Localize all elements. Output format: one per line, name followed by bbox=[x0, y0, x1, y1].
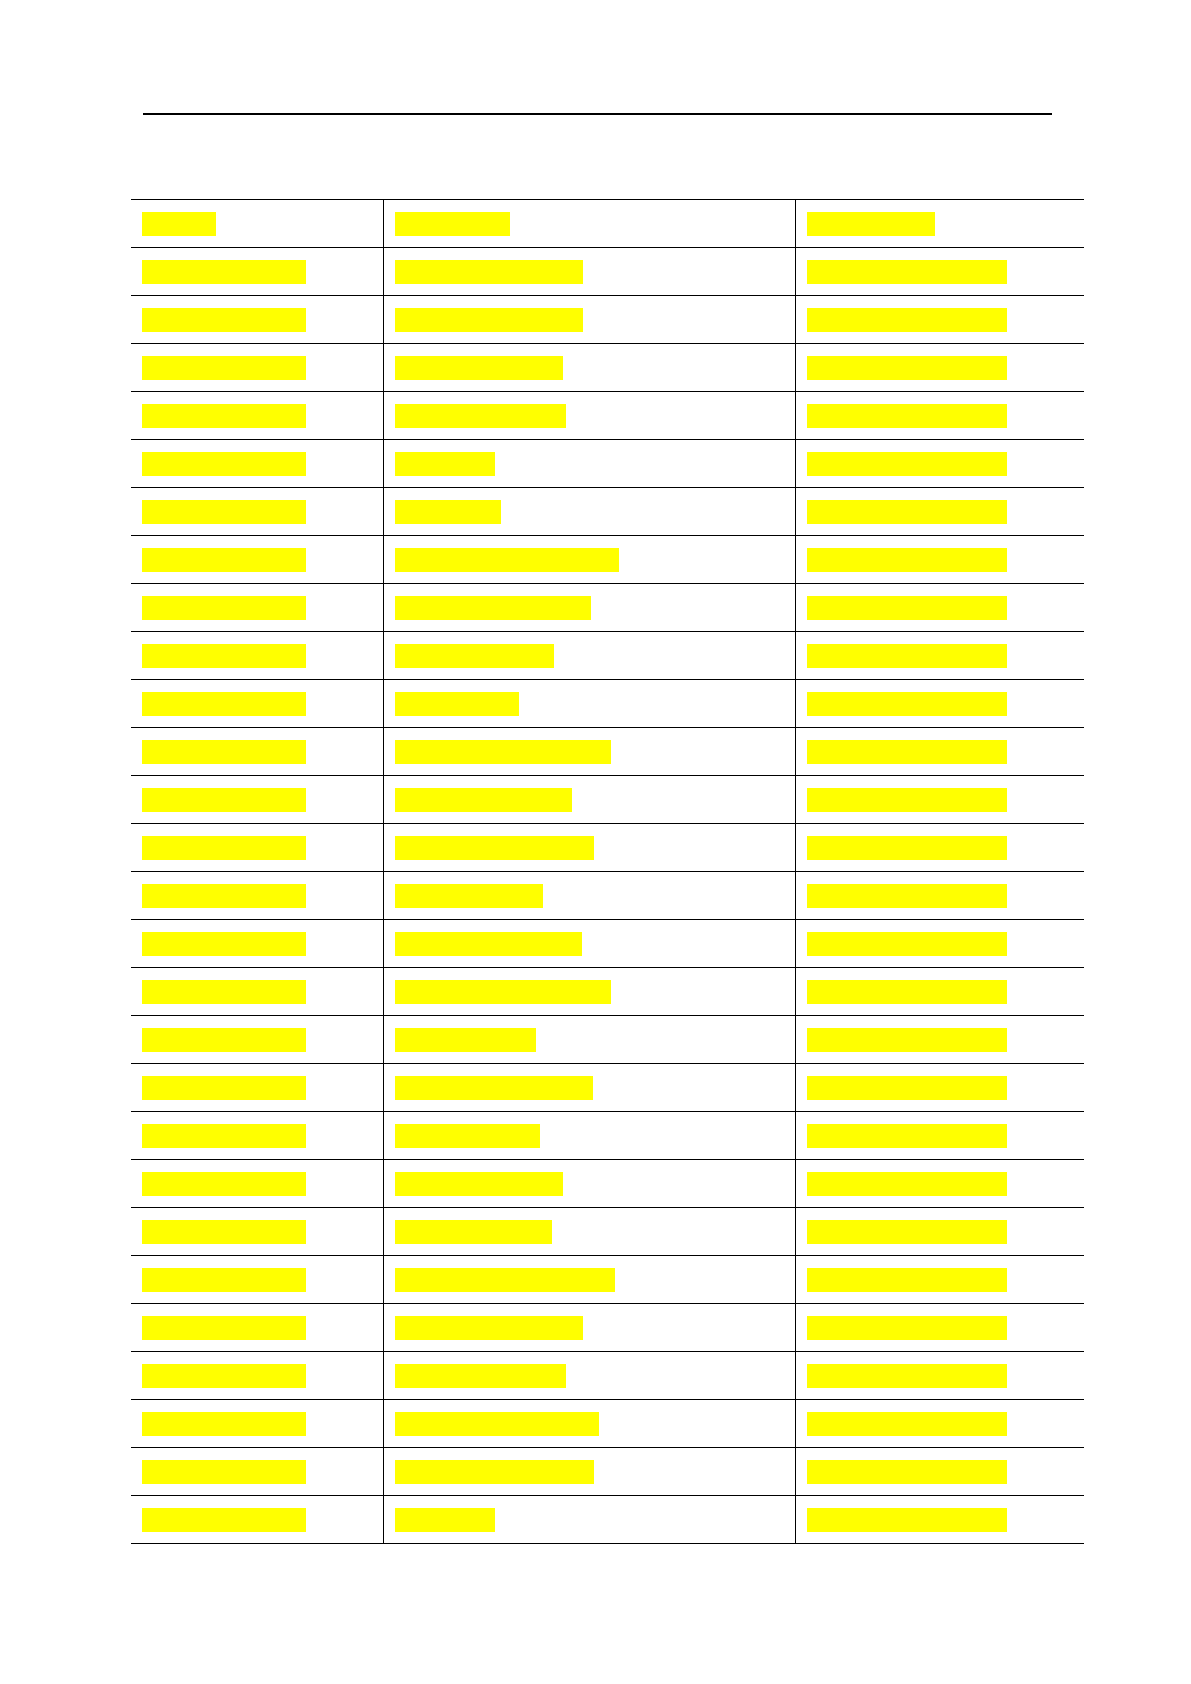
redaction-block bbox=[142, 500, 306, 524]
table-row bbox=[131, 728, 1084, 776]
table-row bbox=[131, 1304, 1084, 1352]
table-cell bbox=[383, 1256, 795, 1304]
table-cell bbox=[131, 1304, 383, 1352]
redaction-block bbox=[395, 1124, 540, 1148]
table-cell bbox=[383, 632, 795, 680]
table-cell bbox=[383, 392, 795, 440]
table-cell bbox=[795, 1304, 1084, 1352]
table-cell bbox=[795, 1448, 1084, 1496]
table-cell bbox=[795, 1208, 1084, 1256]
redaction-block bbox=[142, 548, 306, 572]
redaction-block bbox=[142, 356, 306, 380]
table-cell bbox=[795, 248, 1084, 296]
table-cell bbox=[795, 680, 1084, 728]
table-cell bbox=[383, 488, 795, 536]
table-cell bbox=[383, 344, 795, 392]
table-cell bbox=[795, 1256, 1084, 1304]
redaction-block bbox=[142, 1076, 306, 1100]
table-cell bbox=[131, 1112, 383, 1160]
table-cell bbox=[131, 920, 383, 968]
table-cell bbox=[795, 440, 1084, 488]
redaction-block bbox=[142, 452, 306, 476]
table-header-row bbox=[131, 200, 1084, 248]
table-row bbox=[131, 440, 1084, 488]
table-cell bbox=[383, 1400, 795, 1448]
table-cell bbox=[795, 728, 1084, 776]
redaction-block bbox=[395, 980, 611, 1004]
table-row bbox=[131, 296, 1084, 344]
redaction-block bbox=[142, 308, 306, 332]
table-row bbox=[131, 248, 1084, 296]
redaction-block bbox=[142, 740, 306, 764]
table-cell bbox=[383, 440, 795, 488]
redaction-block bbox=[395, 1412, 599, 1436]
table-row bbox=[131, 968, 1084, 1016]
redaction-block bbox=[807, 1460, 1007, 1484]
table-cell bbox=[383, 1064, 795, 1112]
table-cell bbox=[383, 1160, 795, 1208]
table-cell bbox=[131, 1256, 383, 1304]
table-row bbox=[131, 1448, 1084, 1496]
redaction-block bbox=[807, 1316, 1007, 1340]
redaction-block bbox=[142, 1412, 306, 1436]
table-cell bbox=[131, 1160, 383, 1208]
table-cell bbox=[383, 1448, 795, 1496]
table-cell bbox=[383, 536, 795, 584]
table-cell bbox=[795, 632, 1084, 680]
redaction-block bbox=[395, 260, 583, 284]
table-cell bbox=[795, 920, 1084, 968]
redaction-block bbox=[395, 1028, 536, 1052]
redaction-block bbox=[142, 980, 306, 1004]
redaction-block bbox=[807, 1268, 1007, 1292]
redaction-block bbox=[807, 404, 1007, 428]
redaction-block bbox=[142, 692, 306, 716]
redaction-block bbox=[142, 836, 306, 860]
redaction-block bbox=[142, 788, 306, 812]
table-cell bbox=[383, 1352, 795, 1400]
redaction-block bbox=[807, 212, 935, 236]
redaction-block bbox=[395, 1268, 615, 1292]
table-cell bbox=[131, 344, 383, 392]
table-cell bbox=[795, 584, 1084, 632]
table-cell bbox=[383, 1208, 795, 1256]
redaction-block bbox=[142, 1268, 306, 1292]
redaction-block bbox=[807, 1220, 1007, 1244]
redaction-block bbox=[395, 932, 582, 956]
table-cell bbox=[131, 1016, 383, 1064]
table-cell bbox=[795, 1112, 1084, 1160]
redaction-block bbox=[807, 500, 1007, 524]
redaction-block bbox=[395, 644, 554, 668]
table-cell bbox=[131, 536, 383, 584]
table-cell bbox=[383, 824, 795, 872]
table-row bbox=[131, 920, 1084, 968]
redaction-block bbox=[142, 1508, 306, 1532]
redaction-block bbox=[807, 932, 1007, 956]
header-cell-1 bbox=[131, 200, 383, 248]
table-row bbox=[131, 1016, 1084, 1064]
redaction-block bbox=[395, 1460, 594, 1484]
table-cell bbox=[131, 248, 383, 296]
redaction-block bbox=[395, 788, 572, 812]
table-cell bbox=[795, 344, 1084, 392]
redaction-block bbox=[142, 644, 306, 668]
redacted-data-table bbox=[131, 199, 1084, 1544]
table-cell bbox=[131, 968, 383, 1016]
table-cell bbox=[795, 536, 1084, 584]
table-row bbox=[131, 488, 1084, 536]
redaction-block bbox=[395, 1364, 566, 1388]
redaction-block bbox=[142, 1316, 306, 1340]
redaction-block bbox=[395, 1508, 495, 1532]
table-cell bbox=[795, 824, 1084, 872]
top-horizontal-rule bbox=[143, 113, 1052, 115]
table-cell bbox=[383, 584, 795, 632]
redaction-block bbox=[142, 212, 216, 236]
table-cell bbox=[131, 1448, 383, 1496]
redaction-block bbox=[142, 1220, 306, 1244]
table-row bbox=[131, 1064, 1084, 1112]
table-cell bbox=[383, 680, 795, 728]
redaction-block bbox=[395, 308, 583, 332]
table-cell bbox=[131, 392, 383, 440]
redaction-block bbox=[807, 356, 1007, 380]
redaction-block bbox=[807, 452, 1007, 476]
table-cell bbox=[383, 872, 795, 920]
redaction-block bbox=[807, 548, 1007, 572]
redaction-block bbox=[395, 500, 501, 524]
redaction-block bbox=[142, 404, 306, 428]
table-row bbox=[131, 536, 1084, 584]
redaction-block bbox=[395, 836, 594, 860]
redaction-block bbox=[395, 548, 619, 572]
redaction-block bbox=[807, 884, 1007, 908]
redaction-block bbox=[807, 1412, 1007, 1436]
redaction-block bbox=[142, 884, 306, 908]
redaction-block bbox=[807, 596, 1007, 620]
redaction-block bbox=[142, 1460, 306, 1484]
table-cell bbox=[131, 824, 383, 872]
redaction-block bbox=[807, 1172, 1007, 1196]
table-cell bbox=[383, 1496, 795, 1544]
table-row bbox=[131, 344, 1084, 392]
table-cell bbox=[131, 680, 383, 728]
table-row bbox=[131, 1352, 1084, 1400]
redaction-block bbox=[395, 1172, 563, 1196]
redaction-block bbox=[807, 644, 1007, 668]
redaction-block bbox=[807, 836, 1007, 860]
redaction-block bbox=[807, 1076, 1007, 1100]
table-cell bbox=[131, 584, 383, 632]
table-cell bbox=[383, 776, 795, 824]
redaction-block bbox=[807, 740, 1007, 764]
redaction-block bbox=[807, 1124, 1007, 1148]
table-row bbox=[131, 680, 1084, 728]
redaction-block bbox=[395, 452, 495, 476]
redaction-block bbox=[807, 1364, 1007, 1388]
redaction-block bbox=[395, 1316, 583, 1340]
table-cell bbox=[795, 968, 1084, 1016]
redaction-block bbox=[807, 980, 1007, 1004]
redaction-block bbox=[395, 596, 591, 620]
table-row bbox=[131, 1160, 1084, 1208]
table-cell bbox=[383, 248, 795, 296]
table-row bbox=[131, 1496, 1084, 1544]
redaction-block bbox=[142, 932, 306, 956]
table-row bbox=[131, 632, 1084, 680]
redaction-block bbox=[395, 692, 519, 716]
redaction-block bbox=[142, 1124, 306, 1148]
table-cell bbox=[131, 296, 383, 344]
table-cell bbox=[383, 296, 795, 344]
table-cell bbox=[131, 440, 383, 488]
table-row bbox=[131, 872, 1084, 920]
table-row bbox=[131, 1112, 1084, 1160]
redaction-block bbox=[142, 596, 306, 620]
table-cell bbox=[795, 1400, 1084, 1448]
table-cell bbox=[131, 1352, 383, 1400]
table-cell bbox=[383, 728, 795, 776]
table-cell bbox=[383, 1112, 795, 1160]
table-cell bbox=[383, 1016, 795, 1064]
table-cell bbox=[795, 1352, 1084, 1400]
table-cell bbox=[131, 1496, 383, 1544]
redaction-block bbox=[395, 212, 510, 236]
redaction-block bbox=[807, 308, 1007, 332]
table-cell bbox=[131, 488, 383, 536]
table-cell bbox=[795, 296, 1084, 344]
table-row bbox=[131, 1256, 1084, 1304]
redaction-block bbox=[807, 260, 1007, 284]
table-cell bbox=[795, 1160, 1084, 1208]
table-cell bbox=[795, 872, 1084, 920]
table-row bbox=[131, 1400, 1084, 1448]
redaction-block bbox=[142, 1364, 306, 1388]
table-cell bbox=[795, 392, 1084, 440]
redaction-block bbox=[395, 884, 543, 908]
table-cell bbox=[131, 1064, 383, 1112]
table-cell bbox=[795, 1496, 1084, 1544]
redaction-block bbox=[142, 260, 306, 284]
table-cell bbox=[383, 968, 795, 1016]
table-row bbox=[131, 392, 1084, 440]
table-row bbox=[131, 776, 1084, 824]
header-cell-3 bbox=[795, 200, 1084, 248]
header-cell-2 bbox=[383, 200, 795, 248]
table-row bbox=[131, 824, 1084, 872]
table-cell bbox=[131, 872, 383, 920]
table-cell bbox=[795, 488, 1084, 536]
redaction-block bbox=[807, 1508, 1007, 1532]
table-cell bbox=[131, 776, 383, 824]
redaction-block bbox=[142, 1028, 306, 1052]
table-cell bbox=[795, 1064, 1084, 1112]
redaction-block bbox=[395, 1076, 593, 1100]
table-cell bbox=[131, 1208, 383, 1256]
table-cell bbox=[795, 776, 1084, 824]
table-cell bbox=[383, 1304, 795, 1352]
redaction-block bbox=[807, 692, 1007, 716]
table-cell bbox=[131, 728, 383, 776]
redaction-block bbox=[395, 1220, 552, 1244]
redaction-block bbox=[807, 1028, 1007, 1052]
table-cell bbox=[131, 632, 383, 680]
redaction-block bbox=[395, 404, 566, 428]
table-row bbox=[131, 584, 1084, 632]
table-cell bbox=[131, 1400, 383, 1448]
table-row bbox=[131, 1208, 1084, 1256]
redaction-block bbox=[807, 788, 1007, 812]
table-cell bbox=[383, 920, 795, 968]
redaction-block bbox=[395, 740, 611, 764]
redaction-block bbox=[142, 1172, 306, 1196]
table-cell bbox=[795, 1016, 1084, 1064]
redaction-block bbox=[395, 356, 563, 380]
